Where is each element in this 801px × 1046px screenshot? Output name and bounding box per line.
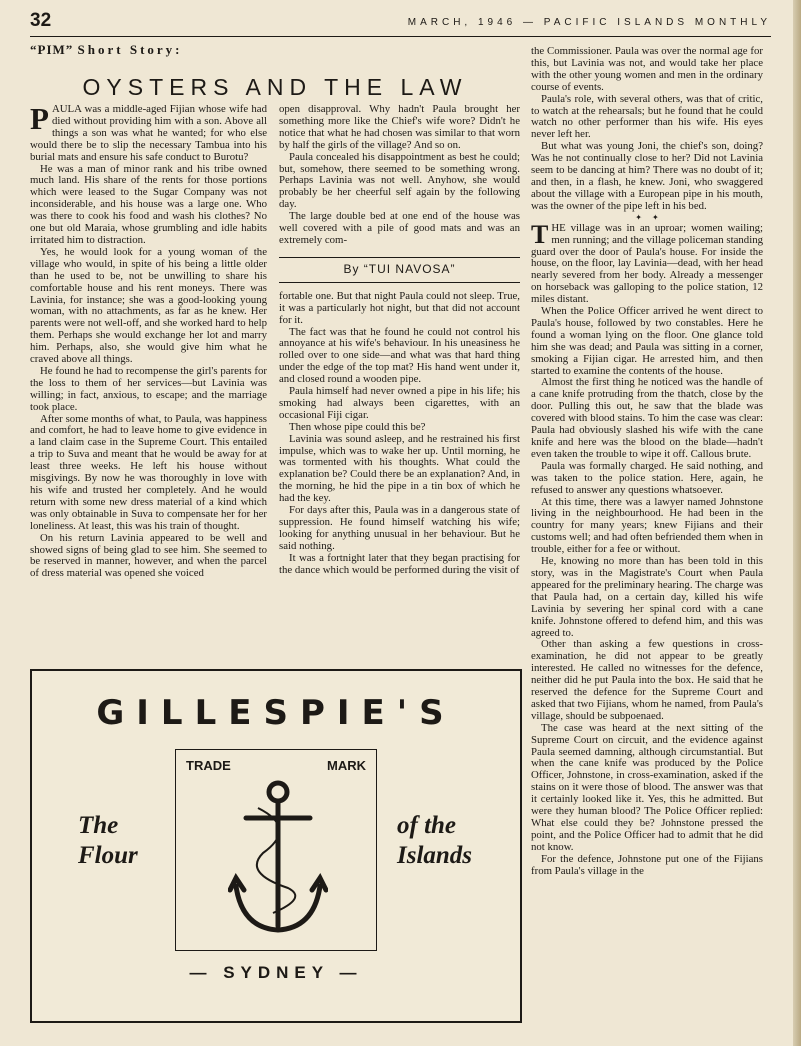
ad-slogan-left	[78, 811, 138, 871]
paragraph: Paula himself had never owned a pipe in his life; his smoking had always been cigarettes, with an occasional Fiji cigar.	[279, 385, 520, 421]
ad-city: — SYDNEY —	[189, 963, 363, 982]
paragraph: Other than asking a few questions in cross-examination, he did not appear to be greatly interested. He called no witnesses for the defence, neither did he put Paula into the box. He said that he reserved the defence for the Supreme Court and asked that two Fijians, whom he named, from Paula's village, should be subpoenaed.	[531, 638, 763, 722]
paragraph: fortable one. But that night Paula could not sleep. True, it was a particularly hot night, but that did not account for it.	[279, 289, 520, 326]
paragraph-text: HE village was in an uproar; women wailing; men running; and the village policeman standing guard over the door of Paula's house. For inside the house, on the floor, lay Lavinia—dead, with her head nearly severed from her body. Already a messenger on horseback was galloping to the police station, 12 miles distant.	[531, 221, 763, 306]
paragraph: Lavinia was sound asleep, and he restrained his first impulse, which was to wake her up. Until morning, he was tormented with his thoughts. What could the explanation be? Could there be an explanation? And, in the morning, he hid the pipe in a tin box of which he had the key.	[279, 432, 520, 505]
paragraph: The large double bed at one end of the house was well covered with a pile of good mats and was an extremely com-	[279, 210, 520, 246]
page-edge-shadow	[793, 0, 801, 1046]
paragraph: Paula concealed his disappointment as best he could; but, somehow, there seemed to be something wrong. Perhaps Lavinia was not well. Anyhow, she would probably be her cheerful self again by the following day.	[279, 150, 520, 211]
slogan-line: Islands	[397, 842, 473, 869]
paragraph: He was a man of minor rank and his tribe owned much land. His share of the rents for those portions which were leased to the Sugar Company was not inconsiderable, and his house was a large one. Who was there to cook his food and wash his clothes? No one but old Maraia, whose grumbling and idle habits irritated him to distraction.	[30, 162, 267, 246]
paragraph: At this time, there was a lawyer named Johnstone living in the neighbourhood. He had been in the country for many years; knew Fijians and their customs well; and had often befriended them when in trouble, either for a fee or without.	[531, 495, 763, 556]
drop-cap: P	[30, 104, 49, 136]
story-kicker	[30, 42, 183, 58]
paragraph: For days after this, Paula was in a dangerous state of suppression. He found himself watching his wife; looking for anything unusual in her behaviour. But he said nothing.	[279, 504, 520, 552]
advertisement-gillespies	[30, 669, 522, 1023]
paragraph: The case was heard at the next sitting of the Supreme Court on circuit, and the evidence against Paula seemed damning, although circumstantial. But when the cane knife was produced by the Police Officer, Johnstone, in cross-examination, asked if the stains on it were those of blood. The answer was that it certainly looked like it. Yes, this he admitted. But were they human blood? The Police Officer replied: What else could they be? Johnstone pressed the point, and the Police Officer had to admit that he did not know.	[531, 721, 763, 853]
paragraph: For the defence, Johnstone put one of the Fijians from Paula's village in the	[531, 852, 763, 877]
running-head: MARCH, 1946 — PACIFIC ISLANDS MONTHLY	[407, 17, 771, 28]
drop-cap: T	[531, 219, 549, 249]
paragraph: Then whose pipe could this be?	[289, 420, 426, 433]
paragraph: After some months of what, to Paula, was happiness and comfort, he had to leave home to give evidence in a land claim case in the Supreme Court. This entailed a trip to Suva and meant that he would be away for at least three weeks. He left his house without misgivings. By now he was thoroughly in love with his wife and trusted her completely. And he would return with some new dress material of a kind which was only obtainable in Suva to compensate her for her loneliness. At least, this was his train of thought.	[30, 412, 267, 532]
article-column-3	[531, 46, 763, 1036]
ad-brand-name: GILLESPIE'S	[96, 693, 456, 733]
header-rule	[30, 36, 771, 37]
paragraph	[531, 219, 763, 306]
mark-label: MARK	[327, 758, 366, 773]
slogan-line: of the	[397, 812, 457, 839]
article-column-2	[279, 104, 520, 666]
slogan-line: The	[78, 812, 119, 839]
byline: By “TUI NAVOSA”	[279, 257, 520, 283]
article-column-1	[30, 104, 267, 666]
slogan-line: Flour	[78, 842, 138, 869]
trade-label: TRADE	[186, 758, 231, 773]
paragraph: He found he had to recompense the girl's parents for the loss to them of her services—but Lavinia was willing; in fact, anxious, to escape; and the marriage took place.	[30, 364, 267, 413]
page-number: 32	[30, 10, 52, 31]
paragraph: Yes, he would look for a young woman of the village who would, in spite of his being a little older than he used to be, not be unwilling to share his comfortable house and his rent moneys. There was Lavinia, for instance; she was a good-looking young woman, with no attachments, as far as he knew. Her parents were not well-off, and she worked hard to help them. Perhaps she would exchange her lot and marry him. Perhaps, also, she would give him what he craved above all things.	[30, 245, 267, 366]
paragraph	[30, 104, 267, 164]
anchor-icon	[228, 778, 328, 943]
paragraph: the Commissioner. Paula was over the normal age for this, but Lavinia was not, and would take her place with the other young women and men in the ordinary course of events.	[531, 46, 763, 93]
paragraph: He, knowing no more than has been told in this story, was in the Magistrate's Court when Paula appeared for the preliminary hearing. The charge was that Paula had, on a certain day, killed his wife Lavinia by severing her spinal cord with a cane knife. Johnstone offered to defend him, and this was agreed to.	[531, 555, 763, 639]
section-break-ornament: ✦ ✦	[635, 212, 659, 222]
kicker-pim: “PIM”	[30, 42, 74, 57]
ad-slogan-right	[397, 811, 472, 871]
kicker-short-story: Short Story:	[77, 42, 183, 57]
paragraph-text: AULA was a middle-aged Fijian whose wife had died without providing him with a son. Above all things a son was what he wanted; for who else would there be to slip the necessary Tambua into his burial mats and ensure his safe conduct to Burotu?	[30, 104, 267, 163]
story-title: OYSTERS AND THE LAW	[82, 74, 468, 100]
paragraph: Almost the first thing he noticed was the handle of a cane knife protruding from the thatch, close by the door. Pulling this out, he saw that the blade was covered with blood stains. To him the case was clear: Paula had obviously slashed his wife with the cane knife and here was the blood on the blade—hadn't even taken the trouble to wipe it off. Callous brute.	[531, 376, 763, 460]
trade-mark-box	[175, 749, 377, 951]
paragraph: But what was young Joni, the chief's son, doing? Was he not continually close to her? Did not Lavinia seem to be dancing at him? There was no doubt of it; and then, in a flash, he knew. Joni, who swaggered about the village with a European pipe in his mouth, was the owner of the pipe left in his bed.	[531, 140, 763, 212]
paragraph: Paula's role, with several others, was that of critic, to watch at the rehearsals; but he found that he could watch no other performer than his wife. His eyes never left her.	[531, 92, 763, 141]
paragraph: Paula was formally charged. He said nothing, and was taken to the police station. Here, again, he refused to answer any questions whatsoever.	[531, 459, 763, 496]
paragraph: When the Police Officer arrived he went direct to Paula's house, followed by two constables. Here he found a woman lying on the floor. One glance told him she was dead; and Paula was sitting in a corner, smoking a Fijian cigar. He arrested him, and then started to examine the contents of the house.	[531, 305, 763, 377]
page-header	[30, 10, 771, 34]
paragraph: open disapproval. Why hadn't Paula brought her something more like the Chief's wife wore? Didn't he notice that what he had chosen was similar to that worn by half the girls of the village? And so on.	[279, 104, 520, 151]
paragraph: The fact was that he found he could not control his annoyance at his wife's behaviour. In his uneasiness he rolled over to one side—and what was that hard thing under the edge of the top mat? His hand went under it, and closed round a wooden pipe.	[279, 325, 520, 386]
paragraph: It was a fortnight later that they began practising for the dance which would be performed during the visit of	[279, 551, 520, 576]
paragraph: On his return Lavinia appeared to be well and showed signs of being glad to see him. She seemed to be reserved in manner, however, and when the parcel of dress material was opened she voiced	[30, 531, 267, 580]
